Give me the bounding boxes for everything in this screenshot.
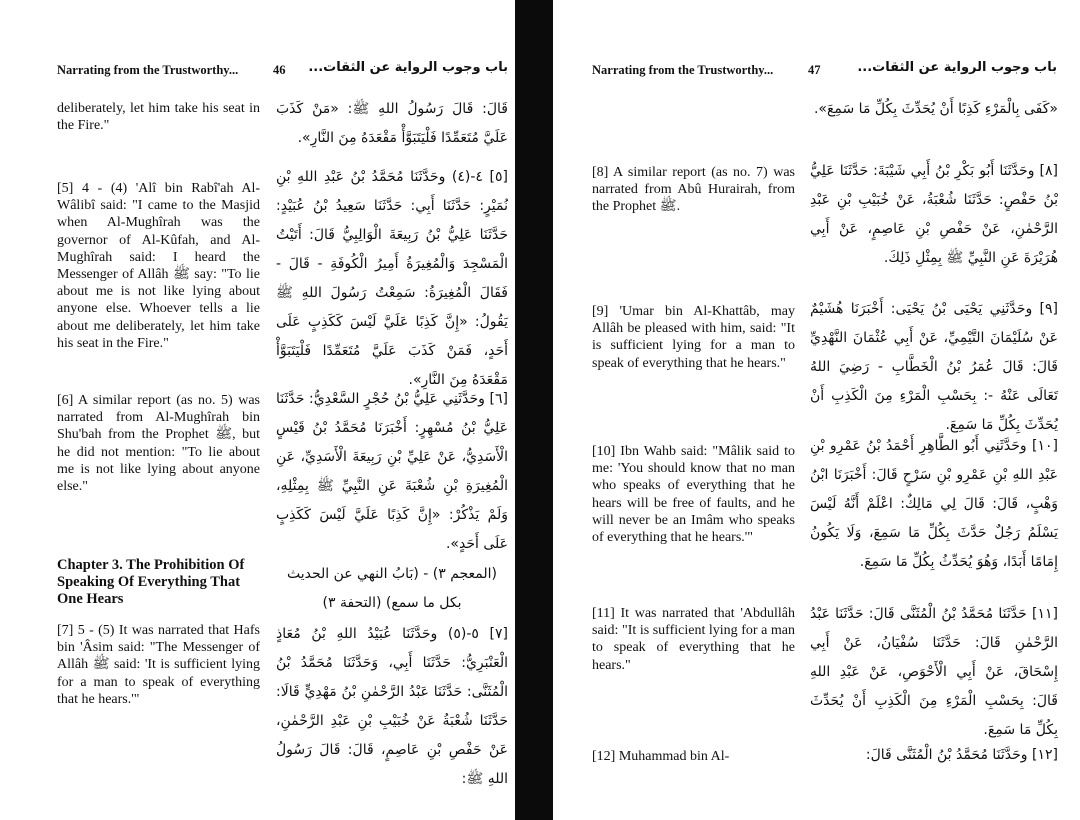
- translation-paragraph: [12] Muhammad bin Al-: [592, 749, 730, 764]
- arabic-paragraph: [١٠] وحَدَّثَنِي أَبُو الطَّاهِرِ أَحْمَدُ بْنُ عَمْرِو بْنِ عَبْدِ اللهِ بْنِ عَمْرِو بْنِ سَرْحٍ قَالَ: أَخْبَرَنَا ابْنُ وَهْبٍ، قَالَ: قَالَ لِي مَالِكٌ: اعْلَمْ أَنَّهُ لَيْسَ يَسْلَمُ رَجُلٌ حَدَّثَ بِكُلِّ مَا سَمِعَ، وَلَا يَكُونُ إِمَامًا أَبَدًا، وَهُوَ يُحَدِّثُ بِكُلِّ مَا سَمِعَ.: [810, 438, 1058, 570]
- running-header-ar: باب وجوب الرواية عن الثقات...: [857, 60, 1057, 75]
- translation-paragraph: [5] 4 - (4) 'Alî bin Rabî'ah Al-Wâlibî said: "I came to the Masjid when Al-Mughîrah was the governor of Al-Kûfah, and Al-Mughîrah said: I heard the Messenger of Allâh ﷺ say: "To lie about me is not like lying about anyone else. Whoever tells a lie about me deliberately, let him take his seat in the Fire.": [57, 181, 260, 351]
- arabic-paragraph: «كَفَى بِالْمَرْءِ كَذِبًا أَنْ يُحَدِّثَ بِكُلِّ مَا سَمِعَ».: [813, 101, 1058, 117]
- translation-paragraph: [9] 'Umar bin Al-Khattâb, may Allâh be pleased with him, said: "It is sufficient lying for a man to speak of everything that he hears.": [592, 304, 795, 371]
- right-page: [555, 0, 1080, 820]
- translation-paragraph: [8] A similar report (as no. 7) was narrated from Abû Hurairah, from the Prophet ﷺ.: [592, 165, 795, 215]
- arabic-paragraph: [٦] وحَدَّثَنِي عَلِيُّ بْنُ حُجْرٍ السَّعْدِيُّ: حَدَّثَنَا عَلِيُّ بْنُ مُسْهِرٍ: أَخْبَرَنَا مُحَمَّدُ بْنُ قَيْسٍ الْأَسَدِيُّ، عَنْ عَلِيِّ بْنِ رَبِيعَةَ الْأَسَدِيِّ، عَنِ الْمُغِيرَةِ بْنِ شُعْبَةَ عَنِ النَّبِيِّ ﷺ بِمِثْلِهِ، وَلَمْ يَذْكُرْ: «إِنَّ كَذِبًا عَلَيَّ لَيْسَ كَكَذِبٍ عَلَى أَحَدٍ».: [276, 391, 508, 552]
- running-header-en: Narrating from the Trustworthy...: [57, 63, 239, 77]
- arabic-paragraph: [٩] وحَدَّثَنِي يَحْيَى بْنُ يَحْيَى: أَخْبَرَنَا هُشَيْمٌ عَنْ سُلَيْمَانَ التَّيْمِيِّ، عَنْ أَبِي عُثْمَانَ النَّهْدِيِّ قَالَ: قَالَ عُمَرُ بْنُ الْخَطَّابِ - رَضِيَ اللهُ تَعَالَى عَنْهُ -: بِحَسْبِ الْمَرْءِ مِنَ الْكَذِبِ أَنْ يُحَدِّثَ بِكُلِّ مَا سَمِعَ.: [810, 301, 1058, 433]
- translation-paragraph: [7] 5 - (5) It was narrated that Hafs bin 'Âsim said: "The Messenger of Allâh ﷺ said: 'It is sufficient lying for a man to speak of everything that he hears.'": [57, 623, 260, 707]
- running-header-ar: باب وجوب الرواية عن الثقات...: [308, 60, 508, 75]
- translation-paragraph: [10] Ibn Wahb said: "Mâlik said to me: 'You should know that no man who speaks of everything that he hears will be free of faults, and he will never be an Imâm who speaks of everything that he hears.'": [592, 444, 795, 546]
- arabic-chapter-heading: (المعجم ٣) - (بَابُ النهي عن الحديث بكل ما سمع) (التحفة ٣): [286, 566, 498, 611]
- arabic-paragraph: [١٢] وحَدَّثَنَا مُحَمَّدُ بْنُ الْمُثَنَّى قَالَ:: [865, 747, 1058, 763]
- page-number: 46: [273, 63, 286, 77]
- arabic-paragraph: [٨] وحَدَّثَنَا أَبُو بَكْرِ بْنُ أَبِي شَيْبَةَ: حَدَّثَنَا عَلِيُّ بْنُ حَفْصٍ: حَدَّثَنَا شُعْبَةُ، عَنْ خُبَيْبِ بْنِ عَبْدِ الرَّحْمٰنِ، عَنْ حَفْصِ بْنِ عَاصِمٍ، عَنْ أَبِي هُرَيْرَةَ عَنِ النَّبِيِّ ﷺ بِمِثْلِ ذَلِكَ.: [810, 163, 1058, 266]
- chapter-heading: Chapter 3. The Prohibition Of Speaking Of Everything That One Hears: [57, 557, 245, 607]
- translation-paragraph: [6] A similar report (as no. 5) was narrated from Al-Mughîrah bin Shu'bah from the Prophet ﷺ, but he did not mention: "To lie about me is not like lying about anyone else.": [57, 393, 260, 495]
- arabic-paragraph: قَالَ: قَالَ رَسُولُ اللهِ ﷺ: «مَنْ كَذَبَ عَلَيَّ مُتَعَمِّدًا فَلْيَتَبَوَّأْ مَقْعَدَهُ مِنَ النَّارِ».: [276, 101, 508, 146]
- translation-paragraph: deliberately, let him take his seat in the Fire.": [57, 101, 260, 134]
- arabic-paragraph: [٥] ٤-(٤) وحَدَّثَنَا مُحَمَّدُ بْنُ عَبْدِ اللهِ بْنِ نُمَيْرٍ: حَدَّثَنَا أَبِي: حَدَّثَنَا سَعِيدُ بْنُ عُبَيْدٍ: حَدَّثَنَا عَلِيُّ بْنُ رَبِيعَةَ الْوَالِبِيُّ قَالَ: أَتَيْتُ الْمَسْجِدَ وَالْمُغِيرَةُ أَمِيرُ الْكُوفَةِ - قَالَ - فَقَالَ الْمُغِيرَةُ: سَمِعْتُ رَسُولَ اللهِ ﷺ يَقُولُ: «إِنَّ كَذِبًا عَلَيَّ لَيْسَ كَكَذِبٍ عَلَى أَحَدٍ، فَمَنْ كَذَبَ عَلَيَّ مُتَعَمِّدًا فَلْيَتَبَوَّأْ مَقْعَدَهُ مِنَ النَّارِ».: [276, 169, 508, 388]
- arabic-paragraph: [١١] حَدَّثَنَا مُحَمَّدُ بْنُ الْمُثَنَّى قَالَ: حَدَّثَنَا عَبْدُ الرَّحْمٰنِ قَالَ: حَدَّثَنَا سُفْيَانُ، عَنْ أَبِي إِسْحَاقَ، عَنْ أَبِي الْأَحْوَصِ، عَنْ عَبْدِ اللهِ قَالَ: بِحَسْبِ الْمَرْءِ مِنَ الْكَذِبِ أَنْ يُحَدِّثَ بِكُلِّ مَا سَمِعَ.: [810, 606, 1058, 738]
- page-number: 47: [808, 63, 821, 77]
- left-page: [0, 0, 520, 820]
- book-spine-shadow: [515, 0, 553, 820]
- arabic-paragraph: [٧] ٥-(٥) وحَدَّثَنَا عُبَيْدُ اللهِ بْنُ مُعَاذٍ الْعَنْبَرِيُّ: حَدَّثَنَا أَبِي، وَحَدَّثَنَا مُحَمَّدُ بْنُ الْمُثَنَّى: حَدَّثَنَا عَبْدُ الرَّحْمٰنِ بْنُ مَهْدِيٍّ قَالَا: حَدَّثَنَا شُعْبَةُ عَنْ خُبَيْبِ بْنِ عَبْدِ الرَّحْمٰنِ، عَنْ حَفْصِ بْنِ عَاصِمٍ، قَالَ: قَالَ رَسُولُ اللهِ ﷺ:: [276, 626, 508, 787]
- running-header-en: Narrating from the Trustworthy...: [592, 63, 774, 77]
- translation-paragraph: [11] It was narrated that 'Abdullâh said: "It is sufficient lying for a man to speak of everything that he hears.": [592, 606, 795, 673]
